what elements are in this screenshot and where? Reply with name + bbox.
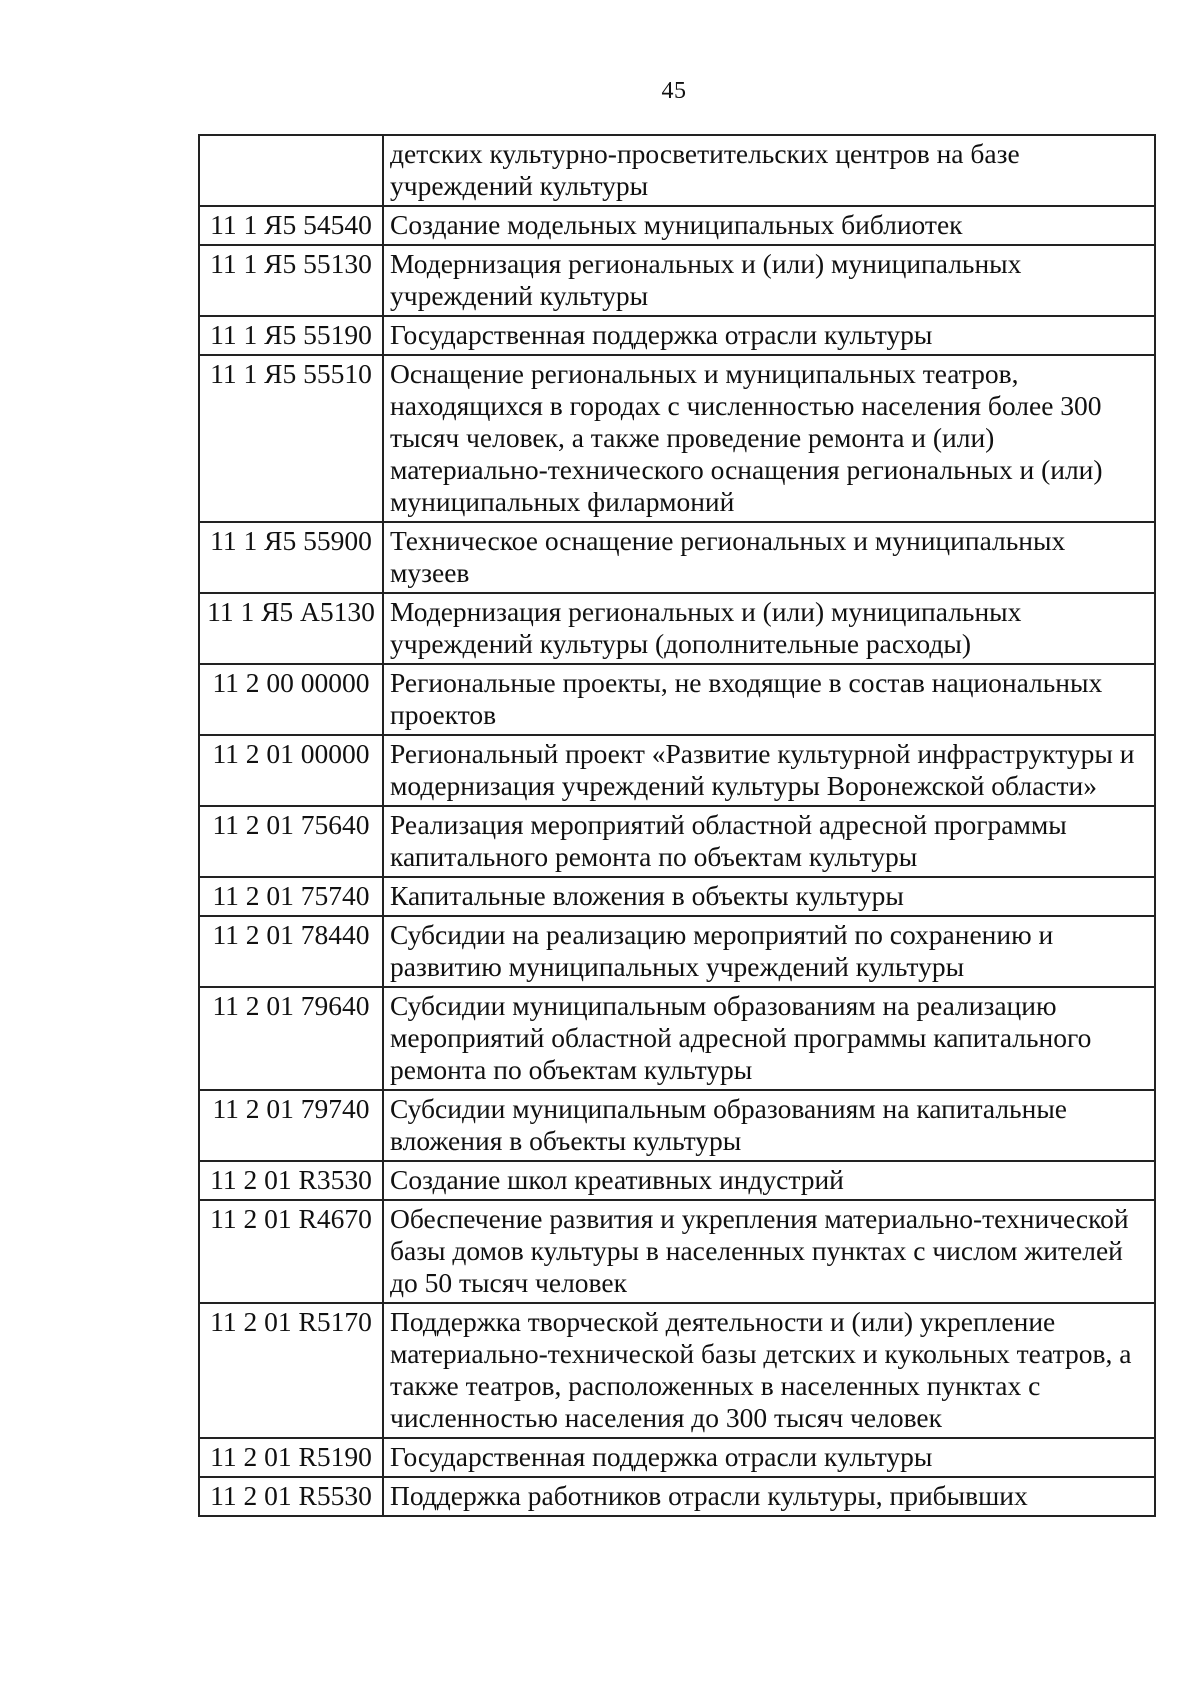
name-cell: Государственная поддержка отрасли культуры <box>383 316 1155 355</box>
name-cell: Техническое оснащение региональных и муниципальных музеев <box>383 522 1155 593</box>
table-row <box>199 806 1155 877</box>
table-row <box>199 916 1155 987</box>
table-row <box>199 1090 1155 1161</box>
name-cell: Субсидии на реализацию мероприятий по сохранению и развитию муниципальных учреждений культуры <box>383 916 1155 987</box>
name-cell: Поддержка творческой деятельности и (или) укрепление материально-технической базы детских и кукольных театров, а также театров, расположенных в населенных пунктах с численностью населения до 300 тысяч человек <box>383 1303 1155 1438</box>
table-row <box>199 1303 1155 1438</box>
name-cell: Модернизация региональных и (или) муниципальных учреждений культуры <box>383 245 1155 316</box>
code-cell: 11 1 Я5 55510 <box>199 355 383 522</box>
table-row <box>199 877 1155 916</box>
code-cell: 11 2 00 00000 <box>199 664 383 735</box>
name-cell: Оснащение региональных и муниципальных театров, находящихся в городах с численностью населения более 300 тысяч человек, а также проведение ремонта и (или) материально-технического оснащения региональных и (или) муниципальных филармоний <box>383 355 1155 522</box>
table-row <box>199 355 1155 522</box>
name-cell: Реализация мероприятий областной адресной программы капитального ремонта по объектам культуры <box>383 806 1155 877</box>
code-cell: 11 1 Я5 54540 <box>199 206 383 245</box>
page-number: 45 <box>661 78 687 104</box>
name-cell: Обеспечение развития и укрепления материально-технической базы домов культуры в населенных пунктах с числом жителей до 50 тысяч человек <box>383 1200 1155 1303</box>
code-cell: 11 2 01 R4670 <box>199 1200 383 1303</box>
code-cell: 11 2 01 R5530 <box>199 1477 383 1516</box>
table-row <box>199 1200 1155 1303</box>
name-cell: Региональные проекты, не входящие в состав национальных проектов <box>383 664 1155 735</box>
code-cell: 11 2 01 79640 <box>199 987 383 1090</box>
table-row <box>199 987 1155 1090</box>
code-cell: 11 2 01 78440 <box>199 916 383 987</box>
name-cell: Модернизация региональных и (или) муниципальных учреждений культуры (дополнительные расходы) <box>383 593 1155 664</box>
table-row <box>199 593 1155 664</box>
name-cell: Создание школ креативных индустрий <box>383 1161 1155 1200</box>
table-row <box>199 1161 1155 1200</box>
table-row <box>199 735 1155 806</box>
name-cell: Субсидии муниципальным образованиям на капитальные вложения в объекты культуры <box>383 1090 1155 1161</box>
name-cell: Капитальные вложения в объекты культуры <box>383 877 1155 916</box>
code-cell <box>199 135 383 206</box>
code-cell: 11 1 Я5 А5130 <box>199 593 383 664</box>
name-cell: Создание модельных муниципальных библиотек <box>383 206 1155 245</box>
table-row <box>199 522 1155 593</box>
name-cell: Поддержка работников отрасли культуры, прибывших <box>383 1477 1155 1516</box>
table-row <box>199 206 1155 245</box>
code-cell: 11 2 01 79740 <box>199 1090 383 1161</box>
table-row <box>199 664 1155 735</box>
code-cell: 11 2 01 75640 <box>199 806 383 877</box>
name-cell: Субсидии муниципальным образованиям на реализацию мероприятий областной адресной программы капитального ремонта по объектам культуры <box>383 987 1155 1090</box>
budget-classification-table <box>198 134 1156 1517</box>
table-row <box>199 1438 1155 1477</box>
table-row <box>199 1477 1155 1516</box>
name-cell: детских культурно-просветительских центров на базе учреждений культуры <box>383 135 1155 206</box>
code-cell: 11 1 Я5 55190 <box>199 316 383 355</box>
table-row <box>199 135 1155 206</box>
code-cell: 11 2 01 75740 <box>199 877 383 916</box>
code-cell: 11 2 01 00000 <box>199 735 383 806</box>
code-cell: 11 2 01 R5170 <box>199 1303 383 1438</box>
name-cell: Региональный проект «Развитие культурной инфраструктуры и модернизация учреждений культуры Воронежской области» <box>383 735 1155 806</box>
code-cell: 11 2 01 R3530 <box>199 1161 383 1200</box>
code-cell: 11 2 01 R5190 <box>199 1438 383 1477</box>
code-cell: 11 1 Я5 55130 <box>199 245 383 316</box>
table-row <box>199 245 1155 316</box>
table-row <box>199 316 1155 355</box>
name-cell: Государственная поддержка отрасли культуры <box>383 1438 1155 1477</box>
code-cell: 11 1 Я5 55900 <box>199 522 383 593</box>
